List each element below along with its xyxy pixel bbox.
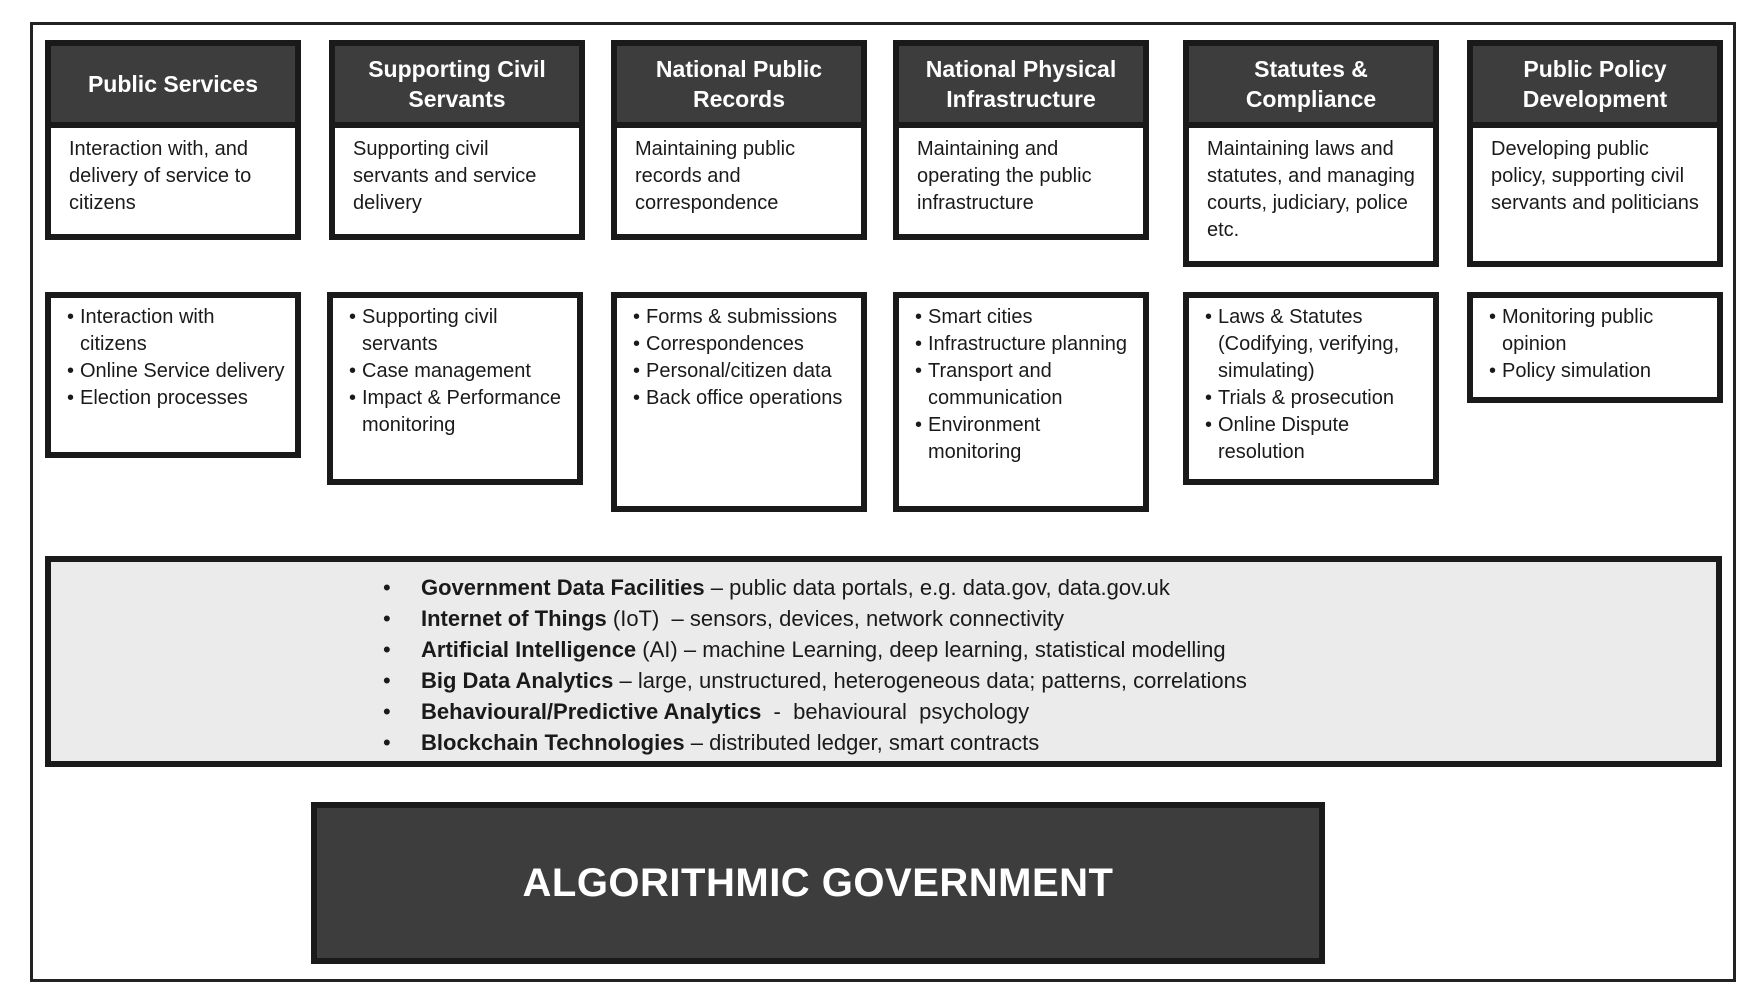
application-list-national-public-records	[611, 292, 867, 512]
domain-card-national-physical-infrastructure	[893, 40, 1149, 240]
technology-name: Big Data Analytics	[421, 668, 614, 693]
technology-name: Government Data Facilities	[421, 575, 705, 600]
technology-name: Internet of Things	[421, 606, 607, 631]
domain-title	[1473, 46, 1717, 128]
application-item: • Policy simulation	[1489, 358, 1707, 385]
domain-title-text: Statutes & Compliance	[1245, 56, 1377, 112]
technology-name: Behavioural/Predictive Analytics	[421, 699, 762, 724]
domain-card-supporting-civil-servants	[329, 40, 585, 240]
domain-title	[617, 46, 861, 128]
domain-title	[899, 46, 1143, 128]
technology-name: Blockchain Technologies	[421, 730, 685, 755]
domain-card-public-policy-development	[1467, 40, 1723, 267]
application-item: • Correspondences	[633, 331, 851, 358]
technology-detail: – machine Learning, deep learning, statistical modelling	[677, 637, 1226, 662]
application-item: • Impact & Performance monitoring	[349, 385, 567, 439]
application-list-statutes-compliance	[1183, 292, 1439, 485]
application-item: • Online Service delivery	[67, 358, 285, 385]
algorithmic-government-foundation: ALGORITHMIC GOVERNMENT	[311, 802, 1325, 964]
technology-detail: – distributed ledger, smart contracts	[684, 730, 1040, 755]
application-item: • Trials & prosecution	[1205, 385, 1423, 412]
domain-description: Maintaining and operating the public infrastructure	[917, 138, 1092, 214]
application-item: • Transport and communication	[915, 358, 1133, 412]
technology-qualifier: (IoT)	[606, 606, 660, 631]
application-item: • Personal/citizen data	[633, 358, 851, 385]
domain-description: Interaction with, and delivery of service to citizens	[69, 138, 252, 214]
technology-detail: – public data portals, e.g. data.gov, data.gov.uk	[704, 575, 1170, 600]
domain-card-public-services	[45, 40, 301, 240]
domain-title-text: National Physical Infrastructure	[925, 56, 1117, 112]
application-item: • Interaction with citizens	[67, 304, 285, 358]
bullet: •	[383, 606, 391, 631]
application-list-national-physical-infrastructure	[893, 292, 1149, 512]
application-item: • Case management	[349, 358, 567, 385]
application-item: • Forms & submissions	[633, 304, 851, 331]
technology-item	[383, 634, 1716, 665]
application-item: • Laws & Statutes (Codifying, verifying, simulating)	[1205, 304, 1423, 385]
technology-qualifier: (AI)	[636, 637, 678, 662]
domain-card-national-public-records	[611, 40, 867, 240]
technology-item	[383, 603, 1716, 634]
bullet: •	[383, 575, 391, 600]
technology-detail: - behavioural psychology	[761, 699, 1030, 724]
technology-layer	[45, 556, 1722, 767]
technology-detail: – sensors, devices, network connectivity	[659, 606, 1065, 631]
application-item: • Smart cities	[915, 304, 1133, 331]
technology-item	[383, 665, 1716, 696]
application-item: • Back office operations	[633, 385, 851, 412]
technology-item	[383, 572, 1716, 603]
application-item: • Supporting civil servants	[349, 304, 567, 358]
domain-title	[335, 46, 579, 128]
domain-title	[1189, 46, 1433, 128]
domain-title-text: Public Policy Development	[1522, 56, 1668, 112]
technology-detail: – large, unstructured, heterogeneous data; patterns, correlations	[613, 668, 1247, 693]
application-list-public-policy-development	[1467, 292, 1723, 403]
domain-title-text: Supporting Civil Servants	[368, 56, 546, 112]
domain-title-text: Public Services	[87, 71, 259, 97]
technology-item	[383, 696, 1716, 727]
bullet: •	[383, 699, 391, 724]
application-list-public-services	[45, 292, 301, 458]
application-item: • Environment monitoring	[915, 412, 1133, 466]
bullet: •	[383, 668, 391, 693]
application-item: • Election processes	[67, 385, 285, 412]
application-item: • Infrastructure planning	[915, 331, 1133, 358]
domain-description: Supporting civil servants and service delivery	[353, 138, 537, 214]
bullet: •	[383, 637, 391, 662]
domain-title	[51, 46, 295, 128]
domain-description: Developing public policy, supporting civil servants and politicians	[1491, 138, 1699, 214]
application-list-supporting-civil-servants	[327, 292, 583, 485]
bullet: •	[383, 730, 391, 755]
technology-item	[383, 727, 1716, 758]
domain-description: Maintaining public records and correspondence	[635, 138, 796, 214]
domain-description: Maintaining laws and statutes, and managing courts, judiciary, police etc.	[1207, 138, 1415, 241]
domain-title-text: National Public Records	[655, 56, 823, 112]
technology-name: Artificial Intelligence	[421, 637, 637, 662]
application-item: • Monitoring public opinion	[1489, 304, 1707, 358]
application-item: • Online Dispute resolution	[1205, 412, 1423, 466]
domain-card-statutes-compliance	[1183, 40, 1439, 267]
